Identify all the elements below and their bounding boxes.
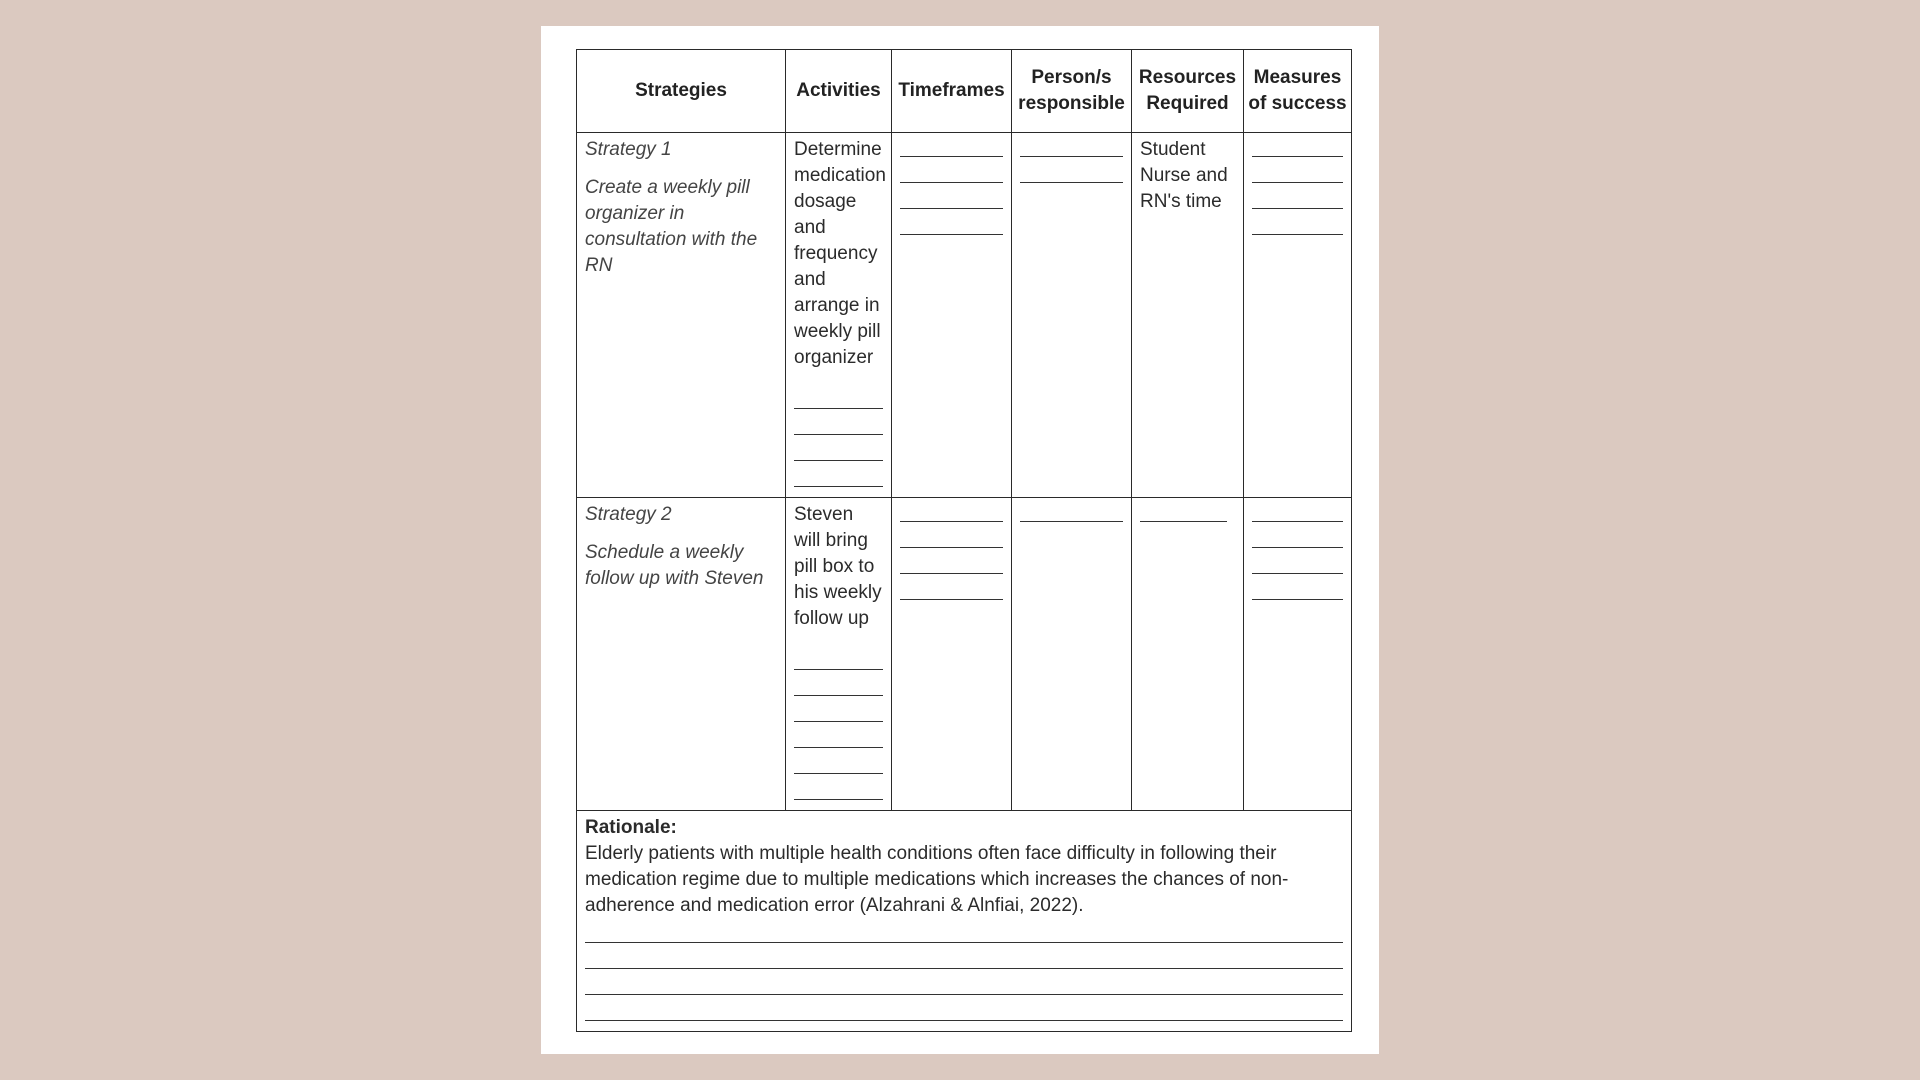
measures-cell-1 [1244,133,1352,498]
blank-line [1252,554,1343,580]
header-timeframes: Timeframes [892,50,1012,133]
activity-description: Steven will bring pill box to his weekly follow up [794,504,882,629]
rationale-title: Rationale: [585,817,677,838]
blank-line [1020,137,1123,163]
blank-line [1252,163,1343,189]
header-activities: Activities [786,50,892,133]
blank-line [794,754,883,780]
blank-line [585,1001,1343,1027]
header-row [577,50,1352,133]
blank-line [900,528,1003,554]
action-plan-table [576,49,1352,1032]
activity-cell-1 [786,133,892,498]
blank-line [1252,189,1343,215]
blank-line [900,163,1003,189]
blank-line [900,215,1003,241]
blank-line [1252,137,1343,163]
blank-line [900,137,1003,163]
blank-line [794,389,883,415]
timeframe-cell-1 [892,133,1012,498]
strategy-label: Strategy 2 [585,504,672,525]
strategy-description: Create a weekly pill organizer in consultation with the RN [585,177,758,276]
blank-line [794,728,883,754]
strategy-label: Strategy 1 [585,139,672,160]
person-cell-2 [1012,498,1132,811]
blank-line [1252,502,1343,528]
header-measures-of-success: Measures of success [1244,50,1352,133]
blank-line [585,949,1343,975]
header-persons-responsible: Person/s responsible [1012,50,1132,133]
blank-line [794,780,883,806]
blank-line [900,189,1003,215]
blank-line [794,415,883,441]
blank-line [794,467,883,493]
strategy-row-2 [577,498,1352,811]
strategy-description: Schedule a weekly follow up with Steven [585,542,764,589]
strategy-cell-1 [577,133,786,498]
blank-line [794,676,883,702]
resources-description: Student Nurse and RN's time [1140,139,1228,212]
document-page [541,26,1379,1054]
blank-line [1140,502,1227,528]
blank-line [794,702,883,728]
blank-line [1020,502,1123,528]
activity-description: Determine medication dosage and frequency and arrange in weekly pill organizer [794,139,886,368]
header-strategies: Strategies [577,50,786,133]
rationale-cell [577,811,1352,1032]
resources-cell-1 [1132,133,1244,498]
blank-line [1252,215,1343,241]
strategy-row-1 [577,133,1352,498]
blank-line [585,923,1343,949]
blank-line [1252,580,1343,606]
blank-line [794,441,883,467]
blank-line [794,650,883,676]
activity-cell-2 [786,498,892,811]
timeframe-cell-2 [892,498,1012,811]
blank-line [585,975,1343,1001]
measures-cell-2 [1244,498,1352,811]
person-cell-1 [1012,133,1132,498]
blank-line [1252,528,1343,554]
strategy-cell-2 [577,498,786,811]
rationale-text: Elderly patients with multiple health conditions often face difficulty in following their medication regime due to multiple medications which increases the chances of non-adherence and medication error (Alzahrani & Alnfiai, 2022). [585,843,1289,916]
blank-line [900,580,1003,606]
blank-line [1020,163,1123,189]
blank-line [900,502,1003,528]
resources-cell-2 [1132,498,1244,811]
header-resources-required: Resources Required [1132,50,1244,133]
rationale-row [577,811,1352,1032]
blank-line [900,554,1003,580]
